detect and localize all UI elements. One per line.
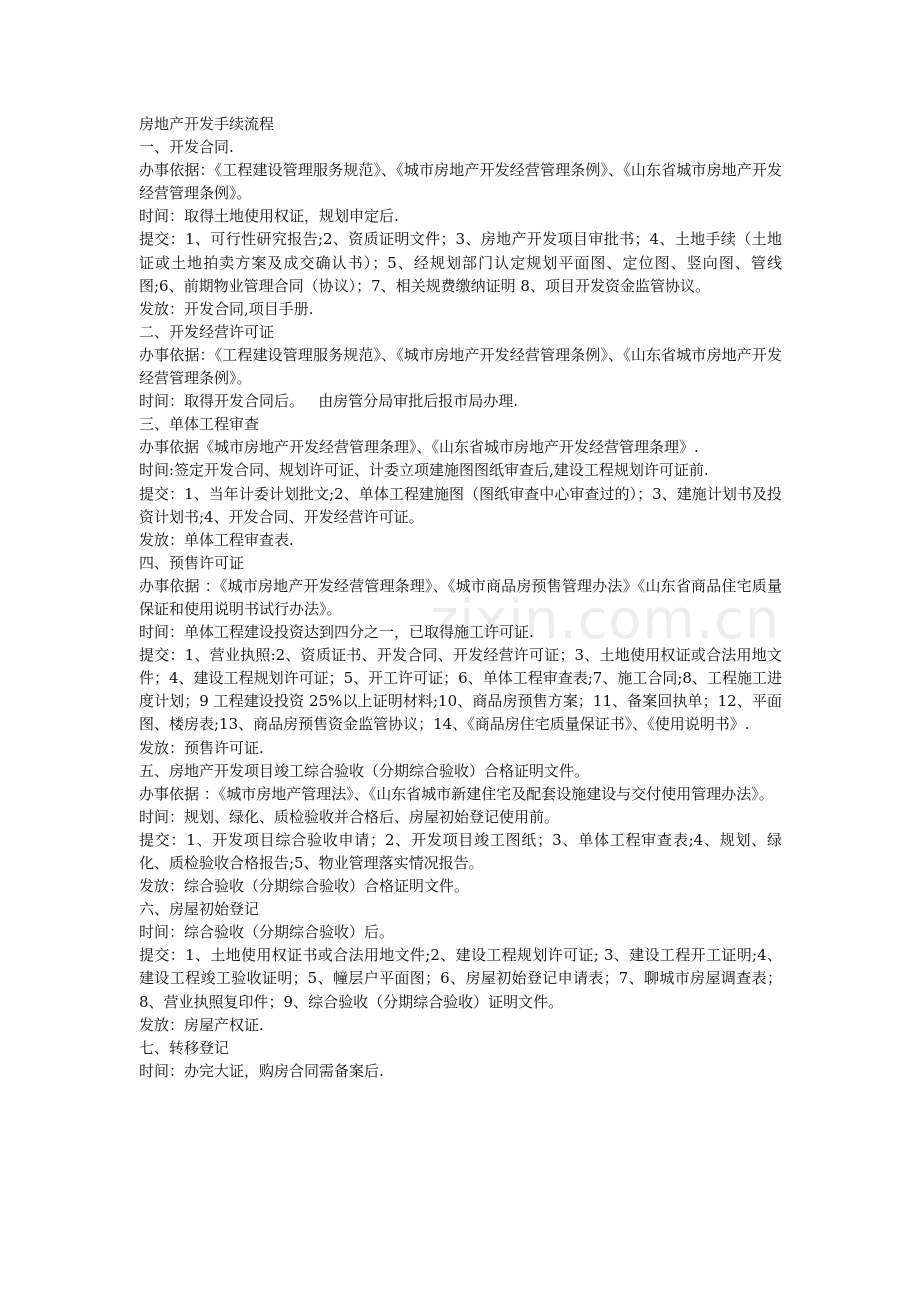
document-title: 房地产开发手续流程 xyxy=(139,115,275,133)
section-issue: 发放：综合验收（分期综合验收）合格证明文件。 xyxy=(139,877,470,896)
section-basis: 办事依据：《工程建设管理服务规范》、《城市房地产开发经营管理条例》、《山东省城市房地产开发经营管理条例》。 xyxy=(139,345,782,388)
section-submit: 提交：1、可行性研究报告;2、资质证明文件；3、房地产开发项目审批书；4、土地手续（土地证或土地拍卖方案及成交确认书）；5、经规划部门认定规划平面图、定位图、竖向图、管线图;6、前期物业管理合同（协议）；7、相关规费缴纳证明 8、项目开发资金监管协议。 xyxy=(139,230,782,295)
section-time: 时间：取得开发合同后。 由房管分局审批后报市局办理. xyxy=(139,392,519,411)
section-time: 时间:签定开发合同、规划许可证、计委立项建施图图纸审查后,建设工程规划许可证前. xyxy=(139,461,709,480)
section-issue: 发放：开发合同,项目手册. xyxy=(139,299,314,318)
section-6 xyxy=(139,898,782,1037)
section-time: 时间：办完大证，购房合同需备案后. xyxy=(139,1061,384,1080)
section-heading: 一、开发合同. xyxy=(139,138,234,157)
section-submit: 提交：1、土地使用权证书或合法用地文件;2、建设工程规划许可证; 3、建设工程开工证明;4、建设工程竣工验收证明；5、幢层户平面图；6、房屋初始登记申请表；7、聊城市房屋调查表；8、营业执照复印件；9、综合验收（分期综合验收）证明文件。 xyxy=(139,946,782,1011)
section-time: 时间：单体工程建设投资达到四分之一，已取得施工许可证. xyxy=(139,623,534,642)
section-submit: 提交：1、营业执照:2、资质证书、开发合同、开发经营许可证；3、土地使用权证或合法用地文件；4、建设工程规划许可证；5、开工许可证；6、单体工程审查表;7、施工合同;8、工程施工进度计划；9 工程建设投资 25%以上证明材料;10、商品房预售方案；11、备案回执单；12、平面图、楼房表;13、商品房预售资金监管协议；14、《商品房住宅质量保证书》、《使用说明书》. xyxy=(139,646,782,734)
section-heading: 四、预售许可证 xyxy=(139,553,245,572)
section-submit: 提交：1、当年计委计划批文;2、单体工程建施图（图纸审查中心审查过的）；3、建施计划书及投资计划书;4、开发合同、开发经营许可证。 xyxy=(139,484,782,526)
section-2 xyxy=(139,321,782,413)
section-1 xyxy=(139,136,782,321)
section-3 xyxy=(139,413,782,552)
section-submit: 提交：1、开发项目综合验收申请；2、开发项目竣工图纸；3、单体工程审查表;4、规划、绿化、质检验收合格报告;5、物业管理落实情况报告。 xyxy=(139,830,782,872)
section-basis: 办事依据：《工程建设管理服务规范》、《城市房地产开发经营管理条例》、《山东省城市房地产开发经营管理条例》。 xyxy=(139,161,782,203)
section-basis: 办事依据 ：《城市房地产管理法》、《山东省城市新建住宅及配套设施建设与交付使用管理办法》。 xyxy=(139,784,774,803)
section-heading: 三、单体工程审查 xyxy=(139,415,260,434)
section-7 xyxy=(139,1037,782,1083)
section-time: 时间：规划、绿化、质检验收并合格后、房屋初始登记使用前。 xyxy=(139,807,560,826)
section-issue: 发放：预售许可证. xyxy=(139,738,264,757)
section-heading: 五、房地产开发项目竣工综合验收（分期综合验收）合格证明文件。 xyxy=(139,761,590,780)
section-basis: 办事依据《城市房地产开发经营管理条理》、《山东省城市房地产开发经营管理条理》. xyxy=(139,438,699,457)
section-4 xyxy=(139,552,782,760)
section-basis: 办事依据 ：《城市房地产开发经营管理条理》、《城市商品房预售管理办法》《山东省商品住宅质量保证和使用说明书试行办法》。 xyxy=(139,576,782,618)
section-heading: 六、房屋初始登记 xyxy=(139,900,260,919)
section-5 xyxy=(139,760,782,899)
section-heading: 二、开发经营许可证 xyxy=(139,322,275,341)
document-body xyxy=(139,113,782,1083)
watermark: zixin.com.cn xyxy=(430,588,781,651)
section-issue: 发放：单体工程审查表. xyxy=(139,530,294,549)
section-heading: 七、转移登记 xyxy=(139,1038,230,1057)
section-time: 时间：综合验收（分期综合验收）后。 xyxy=(139,923,395,942)
section-issue: 发放：房屋产权证. xyxy=(139,1015,264,1034)
section-time: 时间：取得土地使用权证，规划申定后. xyxy=(139,207,399,226)
